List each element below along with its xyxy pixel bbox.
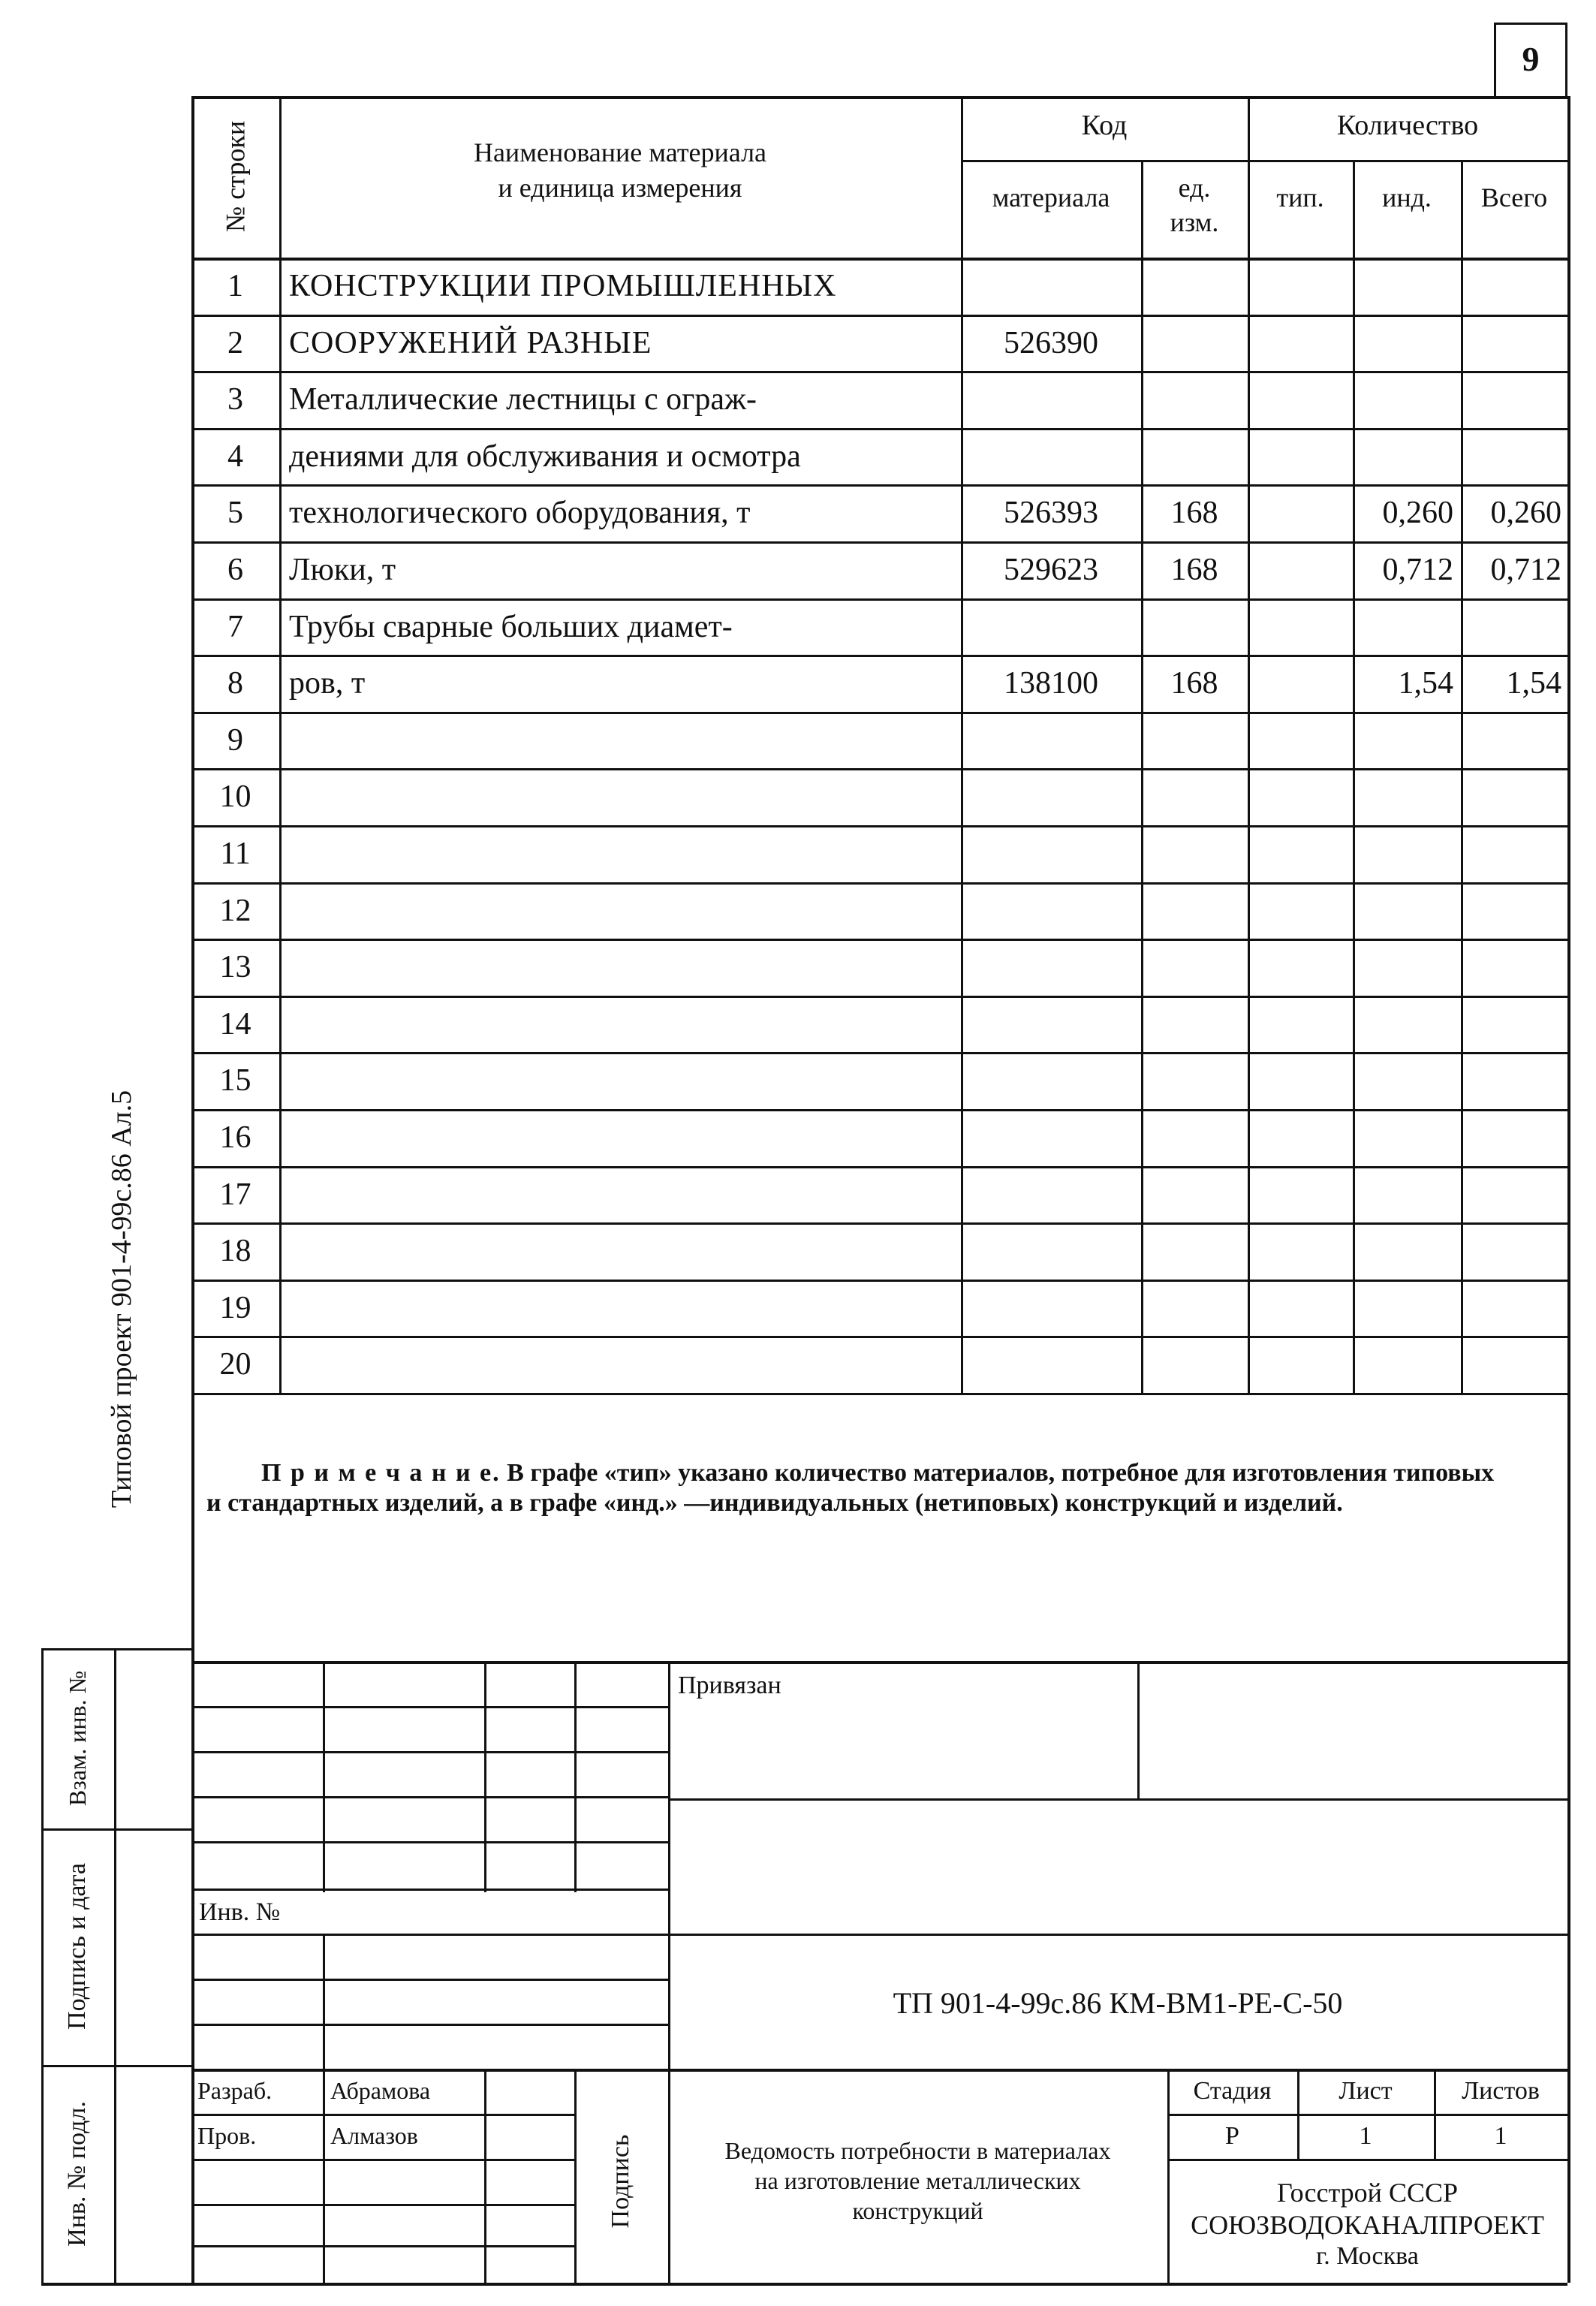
row-number: 16 [219, 1120, 251, 1155]
row-unit [1141, 996, 1248, 1053]
code-subheader-line [961, 160, 1248, 162]
row-ind [1353, 1052, 1453, 1109]
left-stamp-sep2 [41, 2065, 191, 2067]
row-code [961, 1052, 1141, 1109]
row-total [1461, 1109, 1561, 1166]
stamp-grid-col3b [574, 2069, 577, 2283]
row-unit [1141, 598, 1248, 656]
row-line [191, 1393, 1567, 1395]
org-line1: Госстрой СССР [1277, 2178, 1458, 2208]
stamp-grid-row [191, 1706, 668, 1708]
org-line2: СОЮЗВОДОКАНАЛПРОЕКТ [1191, 2210, 1544, 2240]
row-ind [1353, 1336, 1453, 1393]
row-code [961, 1166, 1141, 1223]
row-name [289, 882, 957, 939]
row-typ [1248, 1052, 1353, 1109]
note-line2: и стандартных изделий, а в графе «инд.» —индивидуальных (нетиповых) конструкций и изделий. [206, 1489, 1343, 1517]
list-label: Лист [1339, 2077, 1393, 2105]
header-name-line2: и единица измерения [498, 173, 742, 203]
row-code [961, 1222, 1141, 1280]
row-code [961, 1109, 1141, 1166]
row-number: 18 [219, 1234, 251, 1268]
row-name [289, 1280, 957, 1337]
row-typ [1248, 1280, 1353, 1337]
row-total [1461, 1280, 1561, 1337]
row-typ [1248, 258, 1353, 315]
row-typ [1248, 996, 1353, 1053]
row-name [289, 1109, 957, 1166]
row-number: 12 [219, 894, 251, 928]
row-number: 7 [227, 610, 243, 644]
privyazan-divider [1137, 1661, 1140, 1798]
stamp-grid-row [191, 1796, 668, 1798]
stamp-sign-row [191, 2204, 574, 2206]
row-code: 529623 [1004, 553, 1098, 587]
row-name [289, 825, 957, 882]
row-number: 17 [219, 1177, 251, 1212]
sheet-title-line3: конструкций [852, 2197, 983, 2224]
header-qty-ind: инд. [1382, 182, 1432, 213]
row-code [961, 712, 1141, 769]
row-unit [1141, 768, 1248, 825]
stamp-grid-row [191, 1934, 668, 1936]
label-podpis-data: Подпись и дата [63, 1863, 91, 2030]
row-ind [1353, 258, 1453, 315]
stadia-row2 [1167, 2159, 1567, 2161]
row-total [1461, 939, 1561, 996]
row-code [961, 1280, 1141, 1337]
row-name: СООРУЖЕНИЙ РАЗНЫЕ [289, 326, 652, 360]
label-vzam-inv: Взам. инв. № [64, 1670, 91, 1807]
row-typ [1248, 655, 1353, 712]
frame-right-border [1567, 96, 1570, 2283]
row-ind [1353, 712, 1453, 769]
row-code [961, 258, 1141, 315]
row-total [1461, 1052, 1561, 1109]
row-total [1461, 825, 1561, 882]
row-ind [1353, 1109, 1453, 1166]
listov-value: 1 [1494, 2122, 1507, 2150]
row-number: 9 [227, 723, 243, 758]
row-ind [1353, 939, 1453, 996]
row-unit [1141, 258, 1248, 315]
row-name [289, 939, 957, 996]
row-number: 11 [220, 836, 251, 871]
row-unit [1141, 428, 1248, 485]
row-number: 14 [219, 1007, 251, 1041]
row-name [289, 1166, 957, 1223]
row-name [289, 1052, 957, 1109]
row-name [289, 1336, 957, 1393]
row-total [1461, 1222, 1561, 1280]
sheet-title-line1: Ведомость потребности в материалах [724, 2137, 1111, 2164]
row-code [961, 768, 1141, 825]
row-ind [1353, 1280, 1453, 1337]
row-code [961, 939, 1141, 996]
row-total [1461, 996, 1561, 1053]
row-total [1461, 1336, 1561, 1393]
row-number: 3 [227, 382, 243, 417]
row-code: 138100 [1004, 666, 1098, 701]
stamp-sign-row [191, 2245, 574, 2247]
left-stamp-inner [114, 1648, 116, 2283]
row-unit: 168 [1170, 553, 1218, 587]
row-ind [1353, 598, 1453, 656]
row-name [289, 1222, 957, 1280]
row-number: 4 [227, 439, 243, 474]
stamp-grid-row [191, 1889, 668, 1891]
row-ind [1353, 825, 1453, 882]
row-code [961, 598, 1141, 656]
row-total: 0,260 [1490, 496, 1561, 530]
row-typ [1248, 541, 1353, 598]
razrab-label: Разраб. [197, 2077, 273, 2104]
stamp-right-row2 [668, 1934, 1567, 1936]
row-unit [1141, 371, 1248, 428]
sheet-number: 9 [1522, 40, 1540, 78]
row-number: 20 [219, 1347, 251, 1382]
row-unit: 168 [1170, 496, 1218, 530]
row-ind [1353, 882, 1453, 939]
left-stamp-outer [41, 1648, 44, 2283]
stamp-grid-col1 [323, 1661, 325, 1892]
row-number: 1 [227, 269, 243, 303]
stamp-grid-row [191, 1841, 668, 1843]
label-inv-podl: Инв. № подл. [63, 2101, 91, 2247]
note-label: П р и м е ч а н и е. [261, 1459, 501, 1487]
row-total [1461, 598, 1561, 656]
row-total: 0,712 [1490, 553, 1561, 587]
row-ind [1353, 996, 1453, 1053]
row-code [961, 825, 1141, 882]
row-unit: 168 [1170, 666, 1218, 701]
row-unit [1141, 882, 1248, 939]
row-number: 2 [227, 326, 243, 360]
stamp-grid-row [191, 1751, 668, 1753]
header-quantity: Количество [1336, 110, 1479, 141]
row-ind [1353, 371, 1453, 428]
row-typ [1248, 939, 1353, 996]
row-typ [1248, 315, 1353, 372]
row-total [1461, 428, 1561, 485]
stamp-top-border [191, 1661, 1567, 1664]
stamp-grid-row [191, 2024, 668, 2026]
row-total [1461, 882, 1561, 939]
row-ind [1353, 315, 1453, 372]
row-ind [1353, 1166, 1453, 1223]
row-unit [1141, 1166, 1248, 1223]
note-text-line1: В графе «тип» указано количество материалов, потребное для изготовления типовых [507, 1459, 1495, 1487]
row-name: дениями для обслуживания и осмотра [289, 439, 801, 474]
privyazan-label: Привязан [678, 1671, 781, 1699]
stadia-value: Р [1225, 2122, 1239, 2150]
org-line3: г. Москва [1316, 2242, 1419, 2270]
row-total [1461, 1166, 1561, 1223]
row-name: Металлические лестницы с ограж- [289, 382, 757, 417]
row-typ [1248, 882, 1353, 939]
stamp-right-row1 [668, 1798, 1567, 1801]
row-typ [1248, 371, 1353, 428]
row-ind: 1,54 [1398, 666, 1453, 701]
row-unit [1141, 1109, 1248, 1166]
stamp-sign-row [191, 2114, 574, 2116]
header-code-unit-line2: изм. [1170, 207, 1219, 237]
listov-label: Листов [1462, 2077, 1540, 2105]
row-number: 8 [227, 666, 243, 701]
row-number: 15 [219, 1063, 251, 1098]
header-name-line1: Наименование материала [473, 137, 767, 167]
row-code [961, 996, 1141, 1053]
row-name [289, 996, 957, 1053]
prov-label: Пров. [197, 2122, 257, 2149]
row-unit [1141, 712, 1248, 769]
prov-name: Алмазов [330, 2122, 418, 2149]
row-typ [1248, 1222, 1353, 1280]
row-number: 5 [227, 496, 243, 530]
row-number: 6 [227, 553, 243, 587]
row-code [961, 371, 1141, 428]
row-name: технологического оборудования, т [289, 496, 751, 530]
list-value: 1 [1359, 2122, 1372, 2150]
row-ind: 0,712 [1382, 553, 1453, 587]
row-code: 526390 [1004, 326, 1098, 360]
row-code [961, 1336, 1141, 1393]
document-code: ТП 901-4-99с.86 КМ-ВМ1-РЕ-С-50 [893, 1986, 1343, 2020]
header-code-unit-line1: ед. [1178, 173, 1211, 203]
row-ind [1353, 768, 1453, 825]
stamp-grid-col3 [574, 1661, 577, 1892]
stamp-grid-col1b [323, 1934, 325, 2283]
frame-bottom-border [41, 2283, 1567, 2286]
row-unit [1141, 1052, 1248, 1109]
row-typ [1248, 768, 1353, 825]
row-ind [1353, 428, 1453, 485]
side-caption: Типовой проект 901-4-99с.86 Ал.5 [106, 1090, 137, 1509]
row-total [1461, 258, 1561, 315]
stadia-label: Стадия [1193, 2077, 1272, 2105]
row-code [961, 428, 1141, 485]
header-code: Код [1081, 110, 1128, 141]
row-unit [1141, 825, 1248, 882]
podpis-label: Подпись [607, 2134, 634, 2229]
row-ind: 0,260 [1382, 496, 1453, 530]
row-code: 526393 [1004, 496, 1098, 530]
qty-subheader-line [1248, 160, 1567, 162]
note-line1 [261, 1460, 1494, 1486]
row-name: ров, т [289, 666, 366, 701]
header-code-material: материала [992, 182, 1110, 213]
row-number: 13 [219, 950, 251, 984]
row-ind [1353, 1222, 1453, 1280]
row-typ [1248, 484, 1353, 541]
header-qty-total: Всего [1480, 182, 1548, 213]
row-name [289, 712, 957, 769]
inv-no-label: Инв. № [199, 1898, 281, 1926]
stamp-grid-col2 [484, 1661, 486, 1892]
row-number: 19 [219, 1291, 251, 1325]
row-total [1461, 315, 1561, 372]
row-unit [1141, 1280, 1248, 1337]
row-name: КОНСТРУКЦИИ ПРОМЫШЛЕННЫХ [289, 269, 837, 303]
row-name: Люки, т [289, 553, 396, 587]
header-row-no: № строки [220, 120, 251, 233]
row-typ [1248, 1336, 1353, 1393]
row-unit [1141, 1336, 1248, 1393]
sheet-title-line2: на изготовление металлических [754, 2167, 1081, 2194]
row-number: 10 [219, 779, 251, 814]
row-total [1461, 768, 1561, 825]
row-typ [1248, 712, 1353, 769]
table-top-border [191, 96, 1567, 99]
stamp-sign-row [191, 2159, 574, 2161]
row-unit [1141, 939, 1248, 996]
row-code [961, 882, 1141, 939]
razrab-name: Абрамова [330, 2077, 431, 2104]
row-total [1461, 371, 1561, 428]
col-line-name [279, 96, 282, 1393]
row-typ [1248, 1166, 1353, 1223]
row-name [289, 768, 957, 825]
row-typ [1248, 825, 1353, 882]
row-typ [1248, 598, 1353, 656]
row-typ [1248, 428, 1353, 485]
stamp-grid-row [191, 1979, 668, 1981]
stamp-grid-col2b [484, 2069, 486, 2283]
row-name: Трубы сварные больших диамет- [289, 610, 733, 644]
header-qty-typ: тип. [1276, 182, 1324, 213]
row-unit [1141, 315, 1248, 372]
left-stamp-sep1 [41, 1828, 191, 1831]
row-unit [1141, 1222, 1248, 1280]
row-total: 1,54 [1506, 666, 1561, 701]
row-typ [1248, 1109, 1353, 1166]
row-total [1461, 712, 1561, 769]
